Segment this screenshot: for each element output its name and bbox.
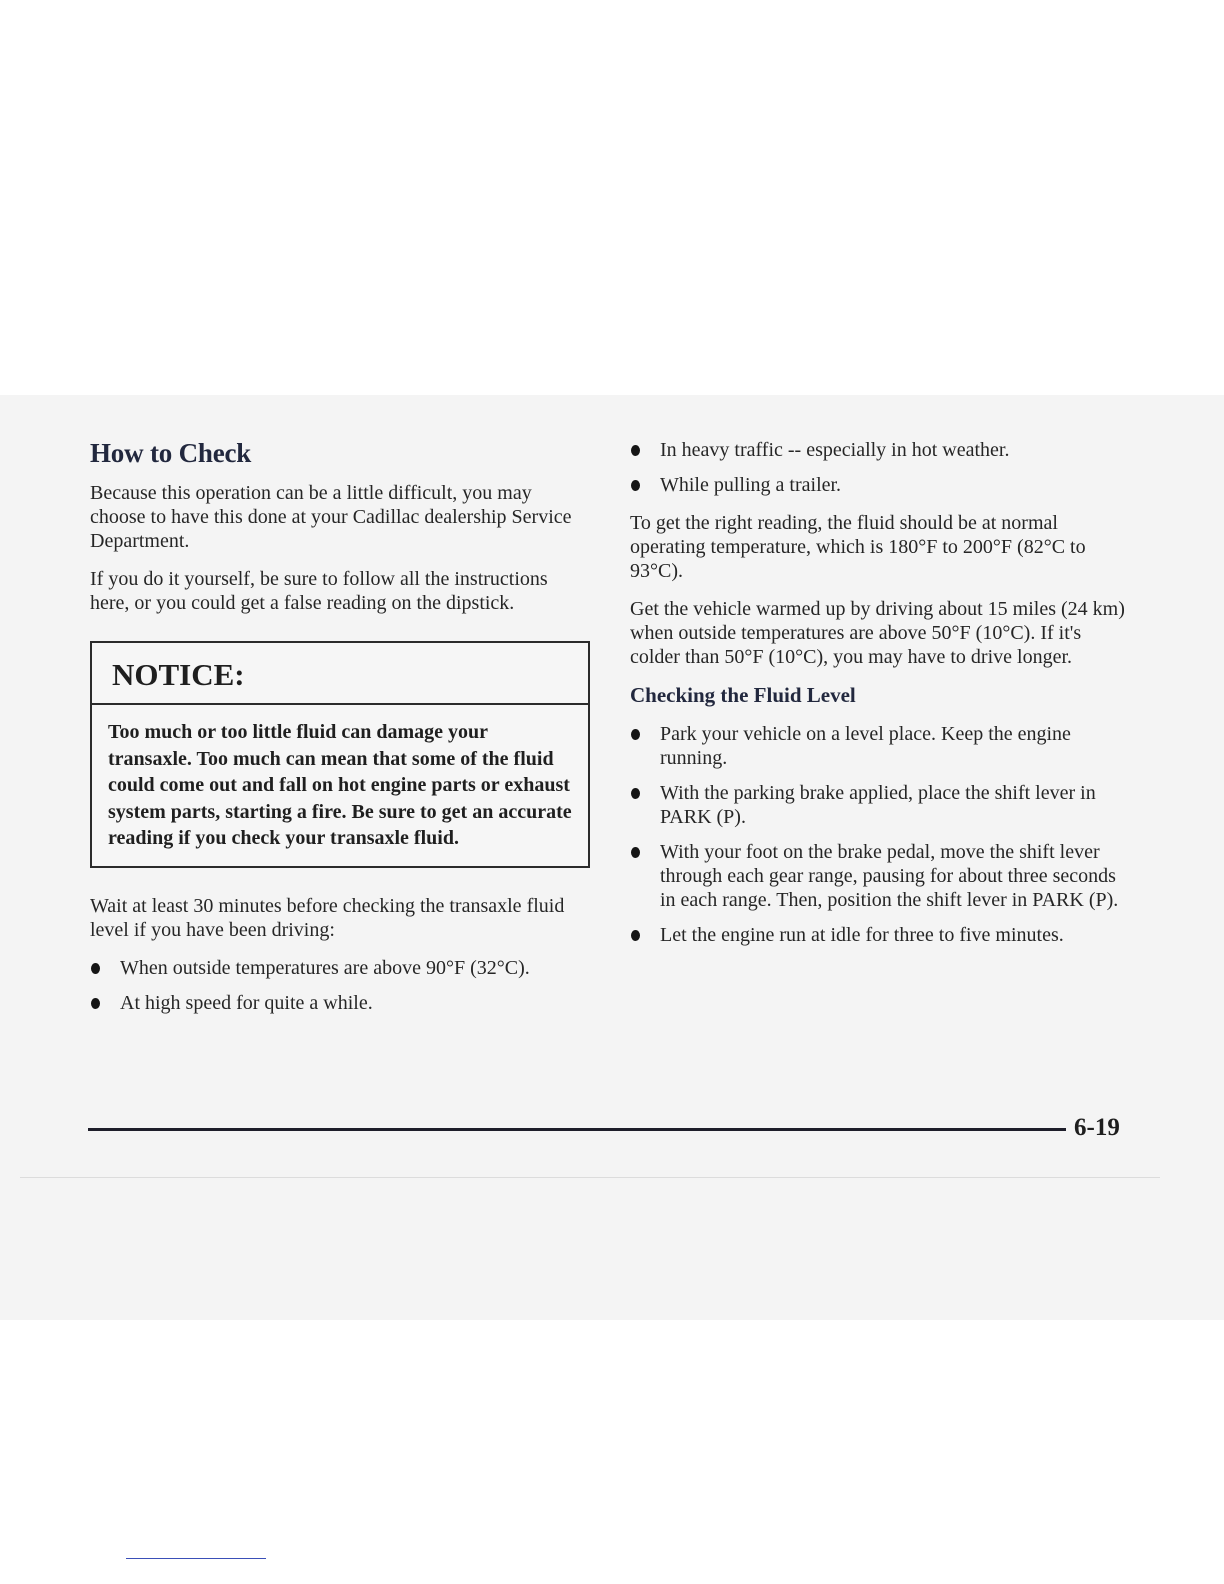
- notice-body: Too much or too little fluid can damage your transaxle. Too much can mean that some of the fluid could come out and fall on hot engine parts or exhaust system parts, starting a fire. Be sure to get an accurate reading if you check your transaxle fluid.: [108, 721, 572, 849]
- checking-steps-list: [630, 722, 1130, 947]
- page-edge-divider: [20, 1177, 1160, 1178]
- driving-conditions-list-continued: [630, 438, 1130, 497]
- driving-conditions-list: [90, 956, 590, 1015]
- notice-box: [90, 641, 590, 868]
- list-item-text: While pulling a trailer.: [660, 474, 842, 496]
- list-item-text: In heavy traffic -- especially in hot weather.: [660, 439, 1010, 461]
- subsection-heading: Checking the Fluid Level: [630, 683, 856, 707]
- page-number: 6-19: [1074, 1114, 1120, 1141]
- bullet-icon: [91, 963, 100, 974]
- list-item: [630, 473, 1130, 497]
- intro-paragraph: Because this operation can be a little difficult, you may choose to have this done at your Cadillac dealership Service Department.: [90, 482, 572, 552]
- bullet-icon: [631, 788, 640, 799]
- right-column: [630, 438, 1130, 961]
- left-column: [90, 438, 590, 1029]
- bullet-icon: [631, 480, 640, 491]
- temperature-paragraph: To get the right reading, the fluid should be at normal operating temperature, which is 180°F to 200°F (82°C to 93°C).: [630, 512, 1086, 582]
- footer-rule: [88, 1128, 1066, 1131]
- list-item: [630, 840, 1130, 912]
- list-item-text: When outside temperatures are above 90°F (32°C).: [120, 956, 530, 979]
- list-item: [630, 722, 1130, 770]
- list-item: [630, 781, 1130, 829]
- link-underline: [126, 1558, 266, 1559]
- list-item-text: Let the engine run at idle for three to five minutes.: [660, 924, 1064, 946]
- section-heading: How to Check: [90, 438, 252, 468]
- bullet-icon: [631, 729, 640, 740]
- list-item-text: Park your vehicle on a level place. Keep the engine running.: [660, 723, 1071, 769]
- list-item: [630, 923, 1130, 947]
- wait-paragraph: Wait at least 30 minutes before checking the transaxle fluid level if you have been driving:: [90, 894, 565, 941]
- bullet-icon: [631, 930, 640, 941]
- bullet-icon: [631, 847, 640, 858]
- list-item-text: With your foot on the brake pedal, move the shift lever through each gear range, pausing for about three seconds in each range. Then, position the shift lever in PARK (P).: [660, 841, 1119, 911]
- bullet-icon: [631, 445, 640, 456]
- instructions-paragraph: If you do it yourself, be sure to follow all the instructions here, or you could get a false reading on the dipstick.: [90, 568, 548, 614]
- list-item-text: With the parking brake applied, place the shift lever in PARK (P).: [660, 782, 1096, 828]
- bullet-icon: [91, 998, 100, 1009]
- list-item: [90, 956, 590, 980]
- list-item-text: At high speed for quite a while.: [120, 991, 373, 1014]
- warm-up-paragraph: Get the vehicle warmed up by driving about 15 miles (24 km) when outside temperatures are above 50°F (10°C). If it's colder than 50°F (10°C), you may have to drive longer.: [630, 598, 1125, 668]
- list-item: [630, 438, 1130, 462]
- notice-title: NOTICE:: [92, 643, 588, 705]
- list-item: [90, 991, 590, 1015]
